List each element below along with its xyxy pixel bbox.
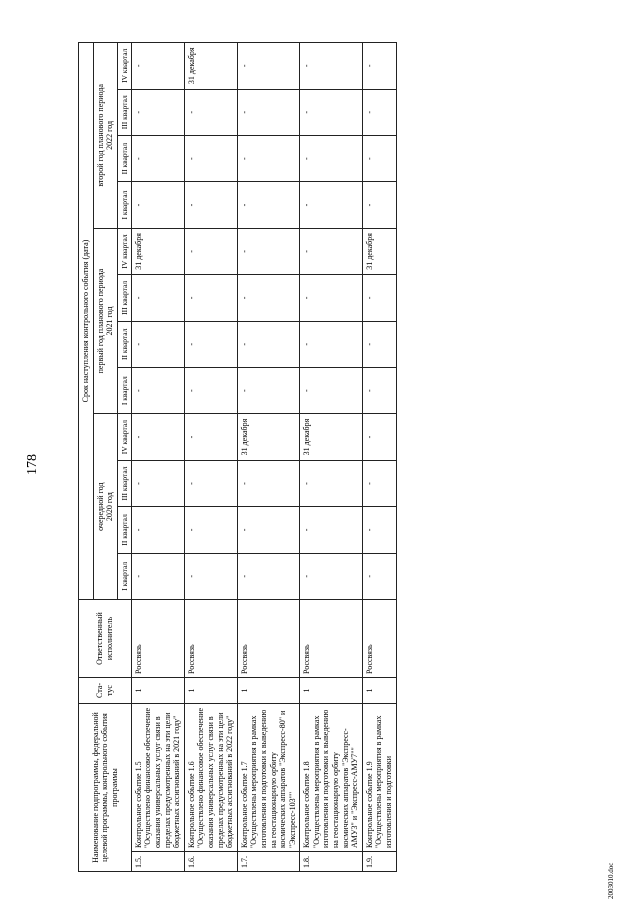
quarter-header: IV квартал <box>117 43 131 90</box>
empty-quarter-cell: - <box>237 135 300 181</box>
empty-quarter-cell: - <box>300 43 363 90</box>
empty-quarter-cell: - <box>300 135 363 181</box>
empty-quarter-cell: - <box>131 553 184 599</box>
empty-quarter-cell: - <box>131 135 184 181</box>
event-title: Контрольное событие 1.9 <box>364 761 374 848</box>
event-status: 1 <box>362 678 396 704</box>
event-description: "Осуществлено финансовое обеспечение оказания универсальных услуг связи в пределах предусмотренных на эти цели бюджетных ассигнований в 2022 году" <box>196 707 235 848</box>
page-number: 178 <box>25 454 40 475</box>
header-period-2: первый год планового периода 2021 год <box>93 228 117 414</box>
event-name <box>237 704 300 852</box>
empty-quarter-cell: - <box>237 275 300 321</box>
quarter-header: I квартал <box>117 182 131 228</box>
empty-quarter-cell: - <box>131 43 184 90</box>
event-description: "Осуществлены мероприятия в рамках изготовления и подготовки к выведению на геостационарную орбиту космических аппаратов "Экспресс-АМУ3" и "Экспресс-АМУ7"" <box>311 709 360 848</box>
empty-quarter-cell: - <box>184 275 237 321</box>
table-row <box>237 43 300 872</box>
event-name <box>131 704 184 852</box>
empty-quarter-cell: - <box>131 182 184 228</box>
deadline-date-cell: 31 декабря <box>300 414 363 460</box>
header-period-1: очередной год 2020 год <box>93 414 117 600</box>
empty-quarter-cell: - <box>300 321 363 367</box>
event-title: Контрольное событие 1.6 <box>186 761 196 848</box>
quarter-header: IV квартал <box>117 228 131 274</box>
event-status: 1 <box>131 678 184 704</box>
table-row <box>184 43 237 872</box>
event-executor: Россвязь <box>131 600 184 678</box>
empty-quarter-cell: - <box>131 460 184 506</box>
quarter-header: I квартал <box>117 367 131 413</box>
table-body <box>131 43 396 872</box>
empty-quarter-cell: - <box>184 553 237 599</box>
empty-quarter-cell: - <box>184 228 237 274</box>
event-name <box>184 704 237 852</box>
quarter-header: II квартал <box>117 321 131 367</box>
empty-quarter-cell: - <box>300 367 363 413</box>
header-period-3: второй год планового периода 2022 год <box>93 43 117 229</box>
empty-quarter-cell: - <box>300 275 363 321</box>
empty-quarter-cell: - <box>131 367 184 413</box>
event-title: Контрольное событие 1.8 <box>302 761 312 848</box>
row-number: 1.8. <box>300 852 363 872</box>
row-number: 1.7. <box>237 852 300 872</box>
empty-quarter-cell: - <box>237 321 300 367</box>
empty-quarter-cell: - <box>300 182 363 228</box>
event-status: 1 <box>237 678 300 704</box>
event-description: "Осуществлены мероприятия в рамках изготовления и подготовки к выведению на геостационарную орбиту космических аппаратов "Экспресс-80" и "Экспресс-103"" <box>249 709 297 848</box>
row-number: 1.6. <box>184 852 237 872</box>
empty-quarter-cell: - <box>362 460 396 506</box>
empty-quarter-cell: - <box>362 553 396 599</box>
empty-quarter-cell: - <box>184 460 237 506</box>
event-title: Контрольное событие 1.5 <box>133 761 143 848</box>
event-executor: Россвязь <box>362 600 396 678</box>
event-executor: Россвязь <box>237 600 300 678</box>
empty-quarter-cell: - <box>362 275 396 321</box>
empty-quarter-cell: - <box>237 43 300 90</box>
deadline-date-cell: 31 декабря <box>237 414 300 460</box>
empty-quarter-cell: - <box>362 89 396 135</box>
quarter-header: III квартал <box>117 460 131 506</box>
deadline-date-cell: 31 декабря <box>184 43 237 90</box>
event-description: "Осуществлены мероприятия в рамках изготовления и подготовки <box>374 715 394 848</box>
event-executor: Россвязь <box>184 600 237 678</box>
empty-quarter-cell: - <box>131 507 184 553</box>
quarter-header: III квартал <box>117 89 131 135</box>
empty-quarter-cell: - <box>131 414 184 460</box>
empty-quarter-cell: - <box>184 89 237 135</box>
empty-quarter-cell: - <box>237 367 300 413</box>
event-name <box>362 704 396 852</box>
quarter-header: II квартал <box>117 135 131 181</box>
empty-quarter-cell: - <box>362 414 396 460</box>
event-title: Контрольное событие 1.7 <box>239 761 249 848</box>
event-description: "Осуществлено финансовое обеспечение оказания универсальных услуг связи в пределах предусмотренных на эти цели бюджетных ассигнований в 2021 году" <box>143 707 182 848</box>
empty-quarter-cell: - <box>362 507 396 553</box>
empty-quarter-cell: - <box>131 321 184 367</box>
header-status: Ста- тус <box>79 678 132 704</box>
empty-quarter-cell: - <box>237 460 300 506</box>
empty-quarter-cell: - <box>362 43 396 90</box>
header-deadline: Срок наступления контрольного события (дата) <box>79 43 94 600</box>
event-status: 1 <box>184 678 237 704</box>
empty-quarter-cell: - <box>362 182 396 228</box>
deadline-date-cell: 31 декабря <box>131 228 184 274</box>
table-row <box>300 43 363 872</box>
event-executor: Россвязь <box>300 600 363 678</box>
empty-quarter-cell: - <box>300 228 363 274</box>
control-events-table <box>78 42 397 872</box>
empty-quarter-cell: - <box>237 553 300 599</box>
empty-quarter-cell: - <box>184 367 237 413</box>
quarter-header: III квартал <box>117 275 131 321</box>
quarter-header: I квартал <box>117 553 131 599</box>
deadline-date-cell: 31 декабря <box>362 228 396 274</box>
empty-quarter-cell: - <box>300 460 363 506</box>
table-row <box>131 43 184 872</box>
event-name <box>300 704 363 852</box>
empty-quarter-cell: - <box>131 275 184 321</box>
empty-quarter-cell: - <box>184 182 237 228</box>
empty-quarter-cell: - <box>362 367 396 413</box>
empty-quarter-cell: - <box>184 321 237 367</box>
empty-quarter-cell: - <box>237 182 300 228</box>
empty-quarter-cell: - <box>184 507 237 553</box>
empty-quarter-cell: - <box>362 321 396 367</box>
quarter-header: IV квартал <box>117 414 131 460</box>
empty-quarter-cell: - <box>237 228 300 274</box>
empty-quarter-cell: - <box>300 89 363 135</box>
table-row <box>362 43 396 872</box>
header-executor: Ответственный исполнитель <box>79 600 132 678</box>
empty-quarter-cell: - <box>131 89 184 135</box>
empty-quarter-cell: - <box>184 414 237 460</box>
quarter-header: II квартал <box>117 507 131 553</box>
empty-quarter-cell: - <box>300 507 363 553</box>
empty-quarter-cell: - <box>300 553 363 599</box>
empty-quarter-cell: - <box>184 135 237 181</box>
empty-quarter-cell: - <box>237 507 300 553</box>
empty-quarter-cell: - <box>362 135 396 181</box>
header-name: Наименование подпрограммы, федеральной целевой программы, контрольного события программы <box>79 704 132 872</box>
event-status: 1 <box>300 678 363 704</box>
doc-code: 2003010.doc <box>607 862 615 899</box>
empty-quarter-cell: - <box>237 89 300 135</box>
row-number: 1.5. <box>131 852 184 872</box>
row-number: 1.9. <box>362 852 396 872</box>
